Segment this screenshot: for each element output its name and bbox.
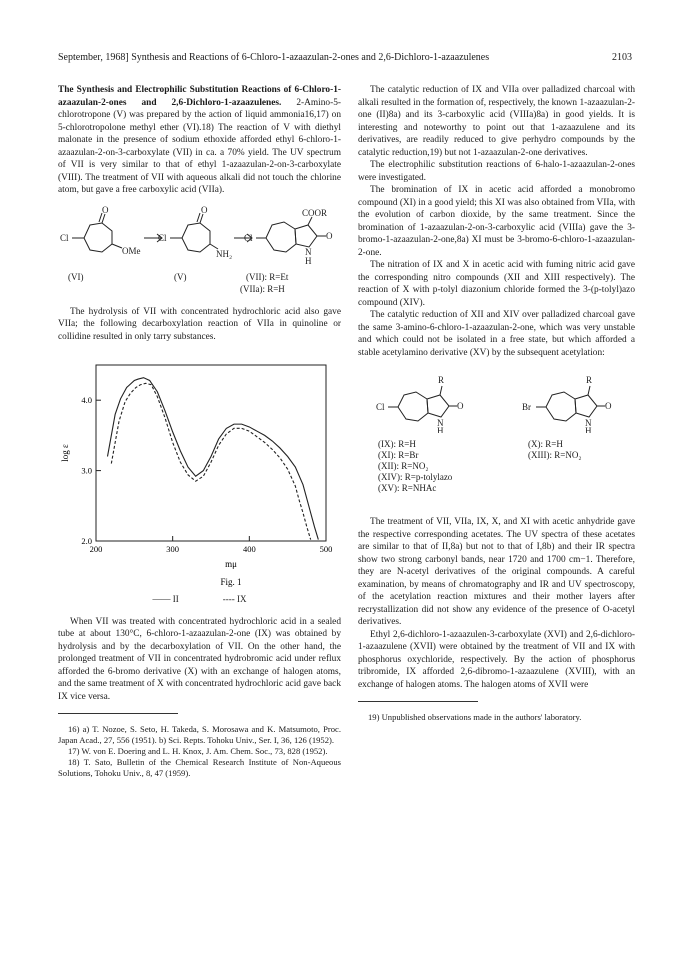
x-axis-label: mμ — [225, 559, 237, 569]
legend-item-ii: —— II — [152, 594, 179, 604]
br-label: Br — [522, 402, 531, 412]
h-label-vii: H — [305, 255, 312, 266]
y-axis-label: log ε — [60, 444, 70, 462]
paragraph-nitration: The nitration of IX and X in acetic acid with fuming nitric acid gave the corresponding nitro compounds (XII and XIII respectively). The reaction of X with p-tolyl diazonium chloride formed the 3-(p-tolyl)azo compound (XIV). — [358, 260, 635, 308]
paragraph-amino: The catalytic reduction of XII and XIV over palladized charcoal gave the same 3-amino-6-chloro-1-azaazulan-2-one, which was very unstable and which could not be isolated in a free state, but which afforded a stable acetylamino derivative (XV) by the subsequent acetylation: — [358, 310, 635, 358]
azaazulanone-ring-vii — [266, 222, 296, 252]
paragraph-catalytic-reduction: The catalytic reduction of IX and VIIa over palladized charcoal with alkali resulted in the formation of, respectively, the known 1-azaazulan-2-one (II)8a) and its 3-carboxylic acid (VIIIa)8a) in good yields. It is interesting and noteworthy to point out that 1-azaazulene and its derivatives, are readily reduced to give perhydro compounds by the catalytic reduction,19) but not 1-azaazulan-2-one derivatives. — [358, 85, 635, 158]
page-number: 2103 — [612, 52, 632, 63]
substituent-row: (XIII): R=NO₂ — [528, 450, 582, 460]
r-label-right: R — [586, 375, 593, 385]
x-tick-label: 500 — [319, 544, 333, 554]
chart-legend — [58, 593, 341, 606]
footnotes-right — [358, 712, 635, 723]
section-title: The Synthesis and Electrophilic Substitution Reactions of 6-Chloro-1-azaazulan-2-ones and 2,6-Dichloro-1-azaazulenes. — [58, 85, 341, 108]
legend-label-ii: II — [172, 594, 179, 604]
r-label-left: R — [438, 375, 445, 385]
n-label-left: N — [437, 418, 444, 428]
x-tick-label: 200 — [89, 544, 103, 554]
o-label-right: O — [605, 401, 612, 411]
substituent-row: (XV): R=NHAc — [378, 483, 437, 493]
cl-label: Cl — [376, 402, 385, 412]
uv-spectrum-figure — [58, 351, 341, 591]
tropone-ring-vi — [84, 223, 112, 252]
paragraph-acetates: The treatment of VII, VIIa, IX, X, and XI with acetic anhydride gave the respective corresponding acetates. The UV spectra of these acetates are similar to that of II,8a) but not to that of I,8b) and their IR spectra show two strong carbonyl bands, near 1720 and 1700 cm−1. Therefore, they are N-acetyl derivatives of the original compounds. A careful examination, by means of chromatography and IR and UV spectroscopy, of the acetylation reaction mixtures and their mother layers after recrystallization did not show any evidence of the presence of O-acetyl derivatives. — [358, 517, 635, 627]
figure-caption: Fig. 1 — [220, 577, 242, 587]
running-title: September, 1968] Synthesis and Reactions of 6-Chloro-1-azaazulan-2-ones and 2,6-Dichloro-1-azaazulenes — [58, 52, 490, 63]
footnote-19: 19) Unpublished observations made in the authors' laboratory. — [368, 712, 582, 722]
paragraph-bromination: The bromination of IX in acetic acid afforded a monobromo compound (XI) in a good yield; this XI was also obtained from VIIa, with the evolution of carbon dioxide, by the same treatment. Since the bromination of 1-azaazulan-2-on-3-carboxylic acid (VIIIa) gave the 3-bromo-1-azaazulan-2-one,8a) XI must be 3-bromo-6-chloro-1-azaazulan-2-one. — [358, 185, 635, 258]
n-label-vii: N — [305, 246, 312, 257]
cl-label-v: Cl — [158, 232, 167, 243]
footnote-rule — [58, 713, 178, 714]
paragraph-dichloro: Ethyl 2,6-dichloro-1-azaazulen-3-carboxylate (XVI) and 2,6-dichloro-1-azaazulene (XVII) were obtained by the treatment of VII and IX with phosphorus oxychloride, respectively. By the action of phosphorus tribromide, IX afforded 2,6-dibromo-1-azaazulene (XVIII), with an exchange of halogen atoms. The halogen atoms of XVII were — [358, 629, 635, 690]
substituent-row: (X): R=H — [528, 439, 563, 449]
cl-label-vii: Cl — [244, 232, 253, 243]
footnotes-left — [58, 724, 341, 779]
substituent-row: (IX): R=H — [378, 439, 416, 449]
o-label-v: O — [201, 204, 208, 215]
coor-label: COOR — [302, 207, 328, 218]
paragraph-hcl-treatment: When VII was treated with concentrated hydrochloric acid in a sealed tube at about 130°C, 6-chloro-1-azaazulan-2-one (IX) was obtained by hydrolysis and by the decarboxylation of VII. On the other hand, the prolonged treatment of VII in concentrated hydrobromic acid under reflux afforded the 6-bromo derivative (X) with an exchange of halogen atoms, and the same treatment of X with concentrated hydrochloric acid gave back IX vice versa. — [58, 616, 341, 702]
scheme-structures — [58, 205, 341, 300]
left-column — [58, 84, 341, 779]
compound-label-viia: (VIIa): R=H — [240, 283, 285, 294]
h-label-right: H — [585, 426, 592, 433]
substituent-row: (XII): R=NO₂ — [378, 461, 429, 471]
paragraph-synthesis — [58, 84, 341, 197]
paragraph-hydrolysis: The hydrolysis of VII with concentrated hydrochloric acid also gave VIIa; the following decarboxylation reaction of VIIa in quinoline or collidine resulted in only tarry substances. — [58, 306, 341, 342]
substituent-row: (XI): R=Br — [378, 450, 419, 460]
n-label-right: N — [585, 418, 592, 428]
y-tick-label: 3.0 — [81, 465, 92, 476]
o-label-left: O — [457, 401, 464, 411]
cl-label-vi: Cl — [60, 232, 69, 243]
substituent-list-left — [378, 439, 452, 494]
o-label-vii: O — [326, 230, 333, 241]
compound-label-v: (V) — [174, 271, 187, 282]
right-column — [358, 84, 635, 723]
compound-group — [358, 373, 635, 508]
h-label-left: H — [437, 426, 444, 433]
x-tick-label: 400 — [242, 544, 256, 554]
running-header — [58, 52, 632, 63]
substituent-row: (XIV): R=p-tolylazo — [378, 472, 453, 482]
paragraph-text: 2-Amino-5-chlorotropone (V) was prepared by the action of liquid ammonia16,17) on 5-chlorotropolone methyl ether (VI).18) The reaction of V with diethyl malonate in the presence of sodium ethoxide afforded ethyl 6-chloro-1-azaazulan-2-on-3-carboxylate (VII) in ca. a 70% yield. The UV spectrum of VII is very similar to that of ethyl 1-azaazulan-2-on-3-carboxylate (VIII). The treatment of VII with aqueous alkali did not touch the chlorine atom, but gave a free carboxylic acid (VIIa). — [58, 97, 341, 195]
y-tick-label: 4.0 — [81, 395, 92, 406]
footnote-16: 16) a) T. Nozoe, S. Seto, H. Takeda, S. Morosawa and K. Matsumoto, Proc. Japan Acad., 27, 556 (1951). b) Sci. Repts. Tohoku Univ., Ser. I, 36, 126 (1952). — [58, 724, 341, 745]
footnote-17: 17) W. von E. Doering and L. H. Knox, J. Am. Chem. Soc., 73, 828 (1952). — [68, 746, 328, 756]
footnote-18: 18) T. Sato, Bulletin of the Chemical Research Institute of Non-Aqueous Solutions, Tohoku Univ., 8, 47 (1959). — [58, 757, 341, 778]
substituent-list-right — [528, 439, 581, 461]
compound-structures — [358, 373, 635, 433]
series-line-ix — [111, 383, 310, 539]
footnote-rule-right — [358, 701, 478, 702]
series-line-ii — [108, 378, 319, 540]
uv-spectrum-chart — [58, 351, 341, 591]
tropone-ring-v — [182, 223, 210, 252]
o-label-vi: O — [102, 204, 109, 215]
legend-label-ix: IX — [237, 594, 247, 604]
compound-label-vii: (VII): R=Et — [246, 271, 289, 282]
ome-label: OMe — [122, 245, 141, 256]
compound-label-vi: (VI) — [68, 271, 84, 282]
pyrrolone-ring-vii — [295, 225, 317, 247]
nh2-label: NH₂ — [216, 248, 233, 259]
legend-item-ix: ---- IX — [222, 594, 247, 604]
y-tick-label: 2.0 — [81, 536, 92, 546]
reaction-scheme — [58, 205, 341, 300]
plot-frame — [96, 365, 326, 541]
paragraph-electrophilic: The electrophilic substitution reactions of 6-halo-1-azaazulan-2-ones were investigated. — [358, 160, 635, 183]
x-tick-label: 300 — [166, 544, 180, 554]
